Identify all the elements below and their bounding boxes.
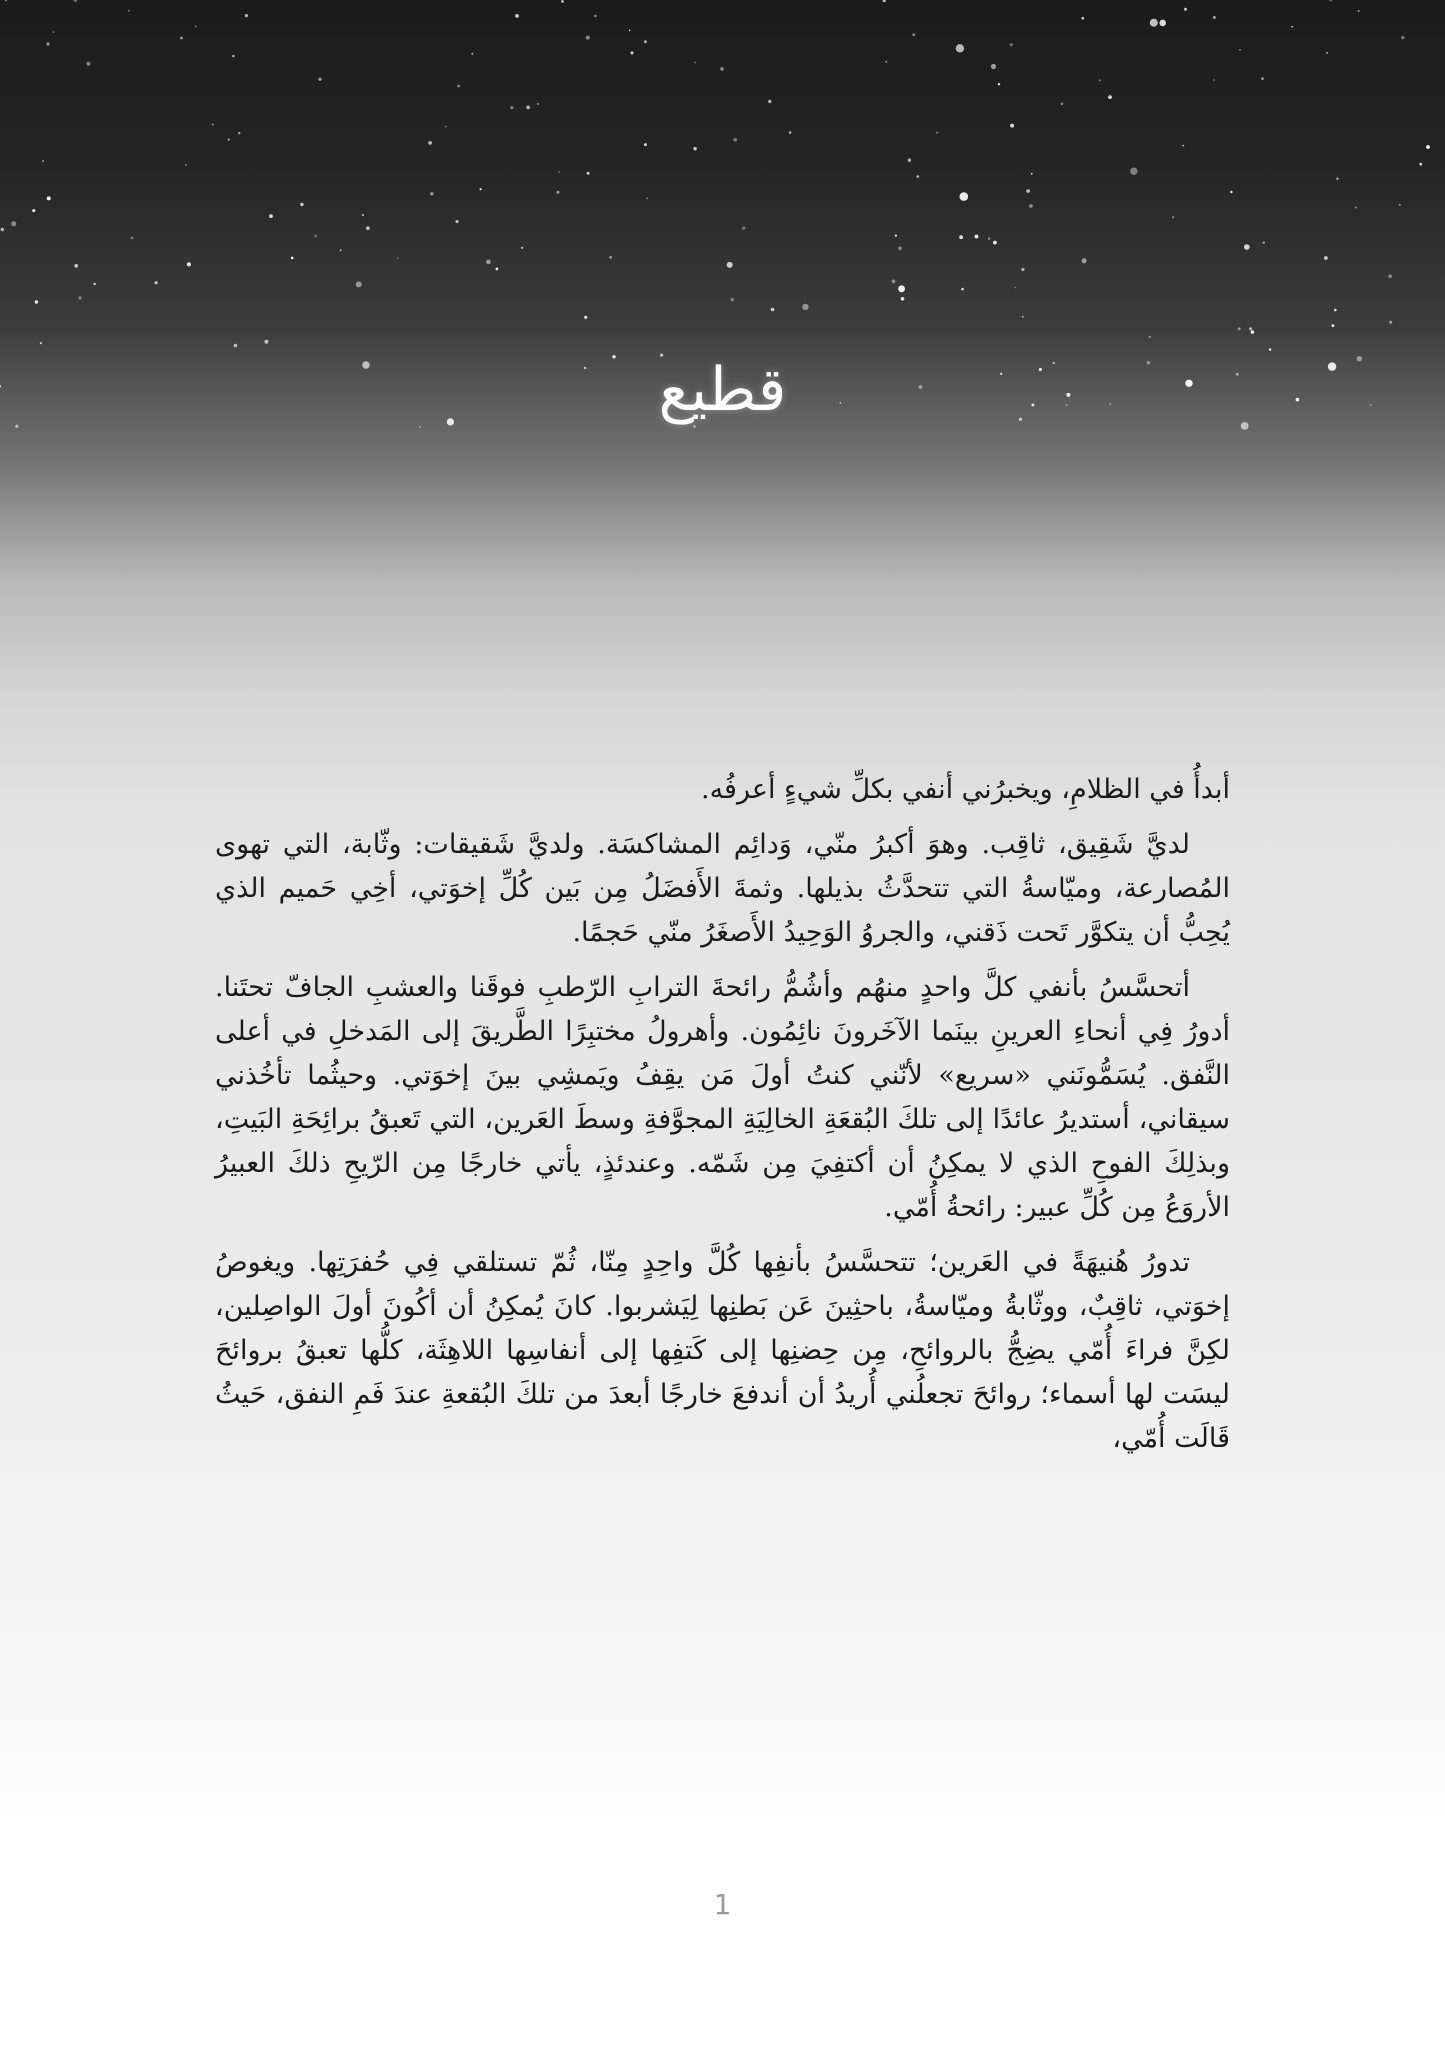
- star: [694, 62, 696, 64]
- star: [731, 298, 734, 301]
- star: [693, 425, 696, 428]
- star: [340, 249, 342, 251]
- star: [1326, 52, 1328, 54]
- star: [587, 172, 590, 175]
- star: [629, 30, 631, 32]
- star: [515, 14, 519, 18]
- star: [291, 257, 294, 260]
- star: [895, 235, 897, 237]
- star: [1014, 287, 1016, 289]
- star: [366, 226, 370, 230]
- star: [1099, 79, 1101, 81]
- star: [693, 147, 696, 150]
- star: [1401, 36, 1404, 39]
- star: [1332, 324, 1335, 327]
- chapter-title: قطيع: [658, 355, 787, 425]
- star: [917, 175, 920, 178]
- star: [264, 340, 268, 344]
- star: [1291, 26, 1293, 28]
- star: [1159, 20, 1166, 27]
- star: [1213, 16, 1216, 19]
- star: [1261, 77, 1264, 80]
- star: [471, 53, 473, 55]
- star: [1082, 17, 1085, 20]
- star: [86, 62, 90, 66]
- star: [510, 106, 513, 109]
- star: [1010, 43, 1013, 46]
- star: [1251, 330, 1254, 333]
- star: [457, 85, 459, 87]
- star: [1149, 336, 1151, 338]
- star: [131, 237, 134, 240]
- star: [885, 61, 887, 63]
- star: [768, 100, 771, 103]
- star: [988, 238, 990, 240]
- star: [1150, 19, 1158, 27]
- paragraph: أبدأُ في الظلامِ، ويخبرُني أنفي بكلِّ شيءٍ أعرفُه.: [701, 774, 1230, 805]
- star: [232, 55, 234, 57]
- star: [802, 304, 808, 310]
- star: [228, 139, 230, 141]
- star: [53, 31, 55, 33]
- star: [584, 316, 587, 319]
- star: [993, 241, 997, 245]
- star: [956, 44, 964, 52]
- story-text: [215, 768, 1230, 1472]
- star: [936, 132, 938, 134]
- star: [314, 235, 317, 238]
- star: [521, 247, 523, 249]
- star: [74, 264, 78, 268]
- star: [269, 214, 273, 218]
- star: [1230, 191, 1232, 193]
- star: [40, 342, 42, 344]
- star: [93, 283, 96, 286]
- star: [1324, 256, 1328, 260]
- star: [47, 196, 51, 200]
- star: [537, 103, 539, 105]
- star: [1388, 275, 1392, 279]
- star: [180, 37, 183, 40]
- star: [733, 138, 737, 142]
- star: [155, 281, 158, 284]
- star: [644, 40, 647, 43]
- star: [561, 0, 564, 3]
- star: [128, 10, 130, 12]
- star: [1426, 145, 1430, 149]
- star: [1108, 95, 1112, 99]
- star: [1389, 321, 1392, 324]
- star: [300, 203, 303, 206]
- star: [1358, 10, 1360, 12]
- star: [892, 280, 896, 284]
- star: [1029, 204, 1033, 208]
- star: [898, 285, 905, 292]
- star: [586, 36, 590, 40]
- star: [1239, 49, 1241, 51]
- star: [234, 344, 238, 348]
- star: [455, 220, 458, 223]
- star: [1334, 309, 1337, 312]
- star: [1082, 258, 1087, 263]
- star: [1263, 242, 1265, 244]
- star: [42, 160, 44, 162]
- star: [1026, 189, 1030, 193]
- star: [1249, 327, 1252, 330]
- star: [975, 235, 979, 239]
- star: [631, 51, 634, 54]
- star: [496, 268, 499, 271]
- star: [557, 191, 560, 194]
- star: [1022, 316, 1024, 318]
- star: [1329, 0, 1332, 1]
- star: [771, 308, 775, 312]
- star: [1031, 173, 1033, 175]
- star: [1419, 163, 1422, 166]
- star: [486, 260, 491, 265]
- star: [46, 42, 49, 45]
- star: [644, 143, 647, 146]
- star: [991, 64, 996, 69]
- star: [1213, 79, 1215, 81]
- star: [1269, 348, 1271, 350]
- star: [727, 262, 733, 268]
- star: [11, 221, 16, 226]
- star: [5, 0, 7, 2]
- star: [1336, 178, 1338, 180]
- star: [318, 78, 321, 81]
- star: [883, 0, 886, 2]
- star: [1130, 168, 1137, 175]
- star: [960, 192, 969, 201]
- star: [187, 262, 191, 266]
- star: [15, 425, 18, 428]
- star: [195, 26, 197, 28]
- star: [1238, 327, 1241, 330]
- star: [212, 123, 214, 125]
- star: [1, 228, 4, 231]
- star: [1399, 204, 1401, 206]
- star: [35, 300, 38, 303]
- star: [912, 33, 915, 36]
- star: [959, 235, 963, 239]
- star: [419, 426, 421, 428]
- star: [79, 296, 82, 299]
- star: [1172, 216, 1174, 218]
- star: [1061, 103, 1064, 106]
- star: [428, 141, 432, 145]
- star: [1184, 8, 1187, 11]
- star: [998, 83, 1000, 85]
- star: [961, 288, 964, 291]
- star: [1010, 124, 1014, 128]
- star: [1021, 268, 1024, 271]
- star: [720, 67, 723, 70]
- starry-sky: [0, 0, 1445, 520]
- star: [238, 132, 240, 134]
- star: [789, 131, 792, 134]
- star: [742, 227, 745, 230]
- star: [526, 106, 530, 110]
- star: [445, 126, 447, 128]
- star: [480, 188, 482, 190]
- paragraph: لديَّ شَقِيق، ثاقِب. وهوَ أكبرُ منّي، وَدائِم المشاكسَة. ولديَّ شَقيقات: وثّابة، التي تهوى المُصارعة، وميّاسةُ التي تتحدَّثُ بذيلها. وثمةَ الأَفضَلُ مِن بَين كُلِّ إخوَتي، أخِي حَميم الذي يُحِبُّ أن يتكوَّر تَحت ذَقني، والجروُ الوَحِيدُ الأَصغَرُ منّي حَجمًا.: [215, 829, 1230, 948]
- star: [356, 281, 362, 287]
- star: [609, 256, 612, 259]
- star: [32, 209, 35, 212]
- star: [558, 171, 560, 173]
- page-number: 1: [713, 1888, 732, 1921]
- star: [397, 258, 399, 260]
- paragraph: أتحسَّسُ بأنفي كلَّ واحدٍ منهُم وأشُمُّ رائحةَ الترابِ الرّطبِ فوقَنا والعشبِ الجافّ تحتَنا. أدورُ فِي أنحاءِ العرينِ بينَما الآخَرونَ نائِمُون. وأهرولُ مختبِرًا الطَّريقَ إلى المَدخلِ في أعلى النَّفق. يُسَمُّونَني «سريع» لأنّني كنتُ أولَ مَن يقِفُ ويَمشِي بينَ إخوَتي. وحيثُما تأخُذني سيقاني، أستديرُ عائدًا إلى تلكَ البُقعَةِ الخالِيَةِ المجوَّفةِ وسطَ العَرين، التي تَعبقُ برائِحَةِ البَيتِ، وبذلِكَ الفوحِ الذي لا يمكِنُ أن أكتفِيَ مِن شَمّه. وعندئذٍ، يأتي خارجًا مِن الرّيحِ ذلكَ العبيرُ الأروَعُ مِن كُلِّ عبير: رائحةُ أُمّي.: [215, 972, 1230, 1223]
- star: [908, 159, 911, 162]
- star: [245, 14, 248, 17]
- star: [1355, 207, 1357, 209]
- star: [430, 192, 433, 195]
- star: [594, 15, 596, 17]
- star: [901, 297, 905, 301]
- star: [1244, 244, 1250, 250]
- star: [646, 198, 648, 200]
- star: [898, 246, 902, 250]
- star: [74, 0, 78, 2]
- star: [1182, 145, 1184, 147]
- paragraph: تدورُ هُنيهَةً في العَرين؛ تتحسَّسُ بأنفِها كُلَّ واحِدٍ مِنّا، ثُمّ تستلقي فِي حُفرَتِها. ويغوصُ إخوَتي، ثاقِبٌ، ووثّابةُ وميّاسةُ، باحثِينَ عَن بَطنِها لِيَشربوا. كانَ يُمكِنُ أن أكُونَ أولَ الواصِلين، لكِنَّ فراءَ أُمّي يضِجُّ بالروائحِ، مِن حِضنِها إلى كَتفِها إلى أنفاسِها اللاهِثَة، كلُّها تعبقُ بروائحَ ليسَت لها أسماء؛ روائحَ تجعلُني أُريدُ أن أندفعَ خارجًا أبعدَ من تلكَ البُقعةِ عندَ فَمِ النفق، حَيثُ قَالَت أُمّي،: [215, 1247, 1230, 1454]
- star: [362, 214, 364, 216]
- star: [185, 164, 187, 166]
